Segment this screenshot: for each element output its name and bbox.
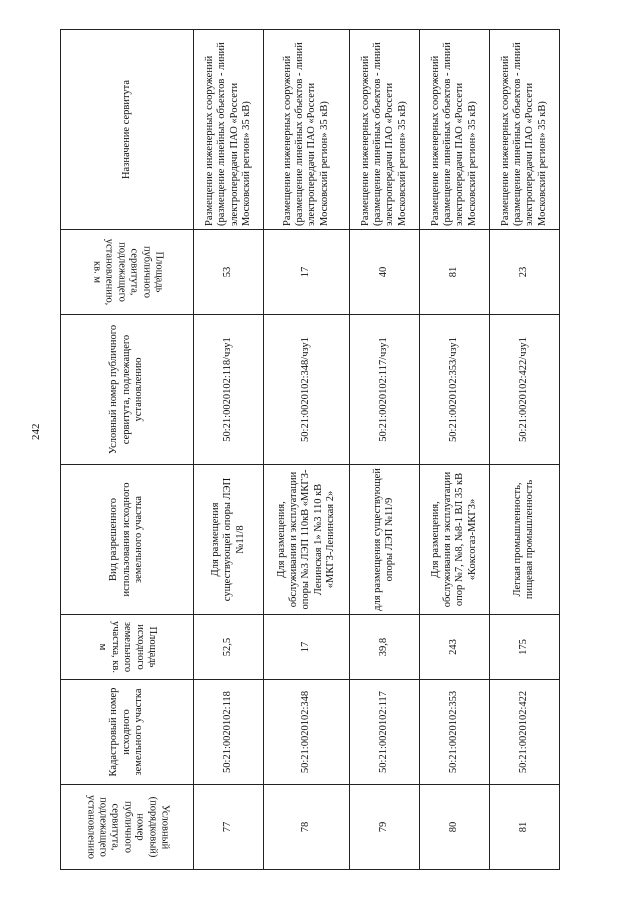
cell-use: Для размещения существующей опоры ЛЭП №11/8	[194, 465, 264, 615]
cell-servitude-number: 50:21:0020102:353/чзу1	[419, 315, 489, 465]
cell-cadastral: 50:21:0020102:348	[264, 680, 350, 785]
cell-cadastral: 50:21:0020102:117	[349, 680, 419, 785]
cell-number: 78	[264, 785, 350, 870]
cell-cadastral: 50:21:0020102:118	[194, 680, 264, 785]
header-servitude-number: Условный (порядковый) номер публичного сервитута, подлежащего установлению	[61, 785, 194, 870]
cell-area: 243	[419, 615, 489, 680]
header-plot-area: Площадь исходного земельного участка, кв. м	[61, 615, 194, 680]
cell-number: 79	[349, 785, 419, 870]
table-row	[264, 30, 350, 870]
cell-number: 81	[489, 785, 559, 870]
cell-purpose: Размещение инженерных сооружений (размещение линейных объектов - линий электропередачи ПАО «Россети Московский регион» 35 кВ)	[349, 30, 419, 230]
header-cadastral-number: Кадастровый номер исходного земельного участка	[61, 680, 194, 785]
cell-servitude-area: 81	[419, 230, 489, 315]
cell-servitude-area: 40	[349, 230, 419, 315]
cell-area: 39,8	[349, 615, 419, 680]
cell-purpose: Размещение инженерных сооружений (размещение линейных объектов - линий электропередачи ПАО «Россети Московский регион» 35 кВ)	[194, 30, 264, 230]
cell-servitude-number: 50:21:0020102:422/чзу1	[489, 315, 559, 465]
cell-cadastral: 50:21:0020102:422	[489, 680, 559, 785]
cell-number: 80	[419, 785, 489, 870]
cell-servitude-area: 53	[194, 230, 264, 315]
page-number: 242	[30, 423, 42, 440]
document-table-rotated	[60, 30, 560, 870]
header-servitude-conditional-number: Условный номер публичного сервитута, подлежащего установлению	[61, 315, 194, 465]
table-header-row	[61, 30, 194, 870]
cell-area: 175	[489, 615, 559, 680]
cell-purpose: Размещение инженерных сооружений (размещение линейных объектов - линий электропередачи ПАО «Россети Московский регион» 35 кВ)	[489, 30, 559, 230]
table-row	[194, 30, 264, 870]
table-row	[419, 30, 489, 870]
header-servitude-purpose: Назначение сервитута	[61, 30, 194, 230]
cell-use: Для размещения, обслуживания и эксплуатации опоры №3 ЛЭП 110кВ «МКГЗ-Ленинская 1» №3 110 кВ «МКГЗ-Ленинская 2»	[264, 465, 350, 615]
cell-servitude-number: 50:21:0020102:118/чзу1	[194, 315, 264, 465]
table-row	[349, 30, 419, 870]
servitude-table	[60, 29, 560, 870]
cell-number: 77	[194, 785, 264, 870]
cell-servitude-number: 50:21:0020102:348/чзу1	[264, 315, 350, 465]
cell-cadastral: 50:21:0020102:353	[419, 680, 489, 785]
cell-servitude-area: 23	[489, 230, 559, 315]
cell-use: Для размещения, обслуживания и эксплуатации опор №7, №8, №8-1 ВЛ 35 кВ «Коксогаз-МКГЗ»	[419, 465, 489, 615]
cell-use: Легкая промышленность, пищевая промышленность	[489, 465, 559, 615]
header-permitted-use: Вид разрешенного использования исходного земельного участка	[61, 465, 194, 615]
cell-use: для размещения существующей опоры ЛЭП №11/9	[349, 465, 419, 615]
cell-servitude-area: 17	[264, 230, 350, 315]
cell-area: 17	[264, 615, 350, 680]
cell-purpose: Размещение инженерных сооружений (размещение линейных объектов - линий электропередачи ПАО «Россети Московский регион» 35 кВ)	[264, 30, 350, 230]
header-servitude-area: Площадь публичного сервитута, подлежащего установлению, кв. м	[61, 230, 194, 315]
cell-area: 52,5	[194, 615, 264, 680]
cell-servitude-number: 50:21:0020102:117/чзу1	[349, 315, 419, 465]
cell-purpose: Размещение инженерных сооружений (размещение линейных объектов - линий электропередачи ПАО «Россети Московский регион» 35 кВ)	[419, 30, 489, 230]
table-row	[489, 30, 559, 870]
